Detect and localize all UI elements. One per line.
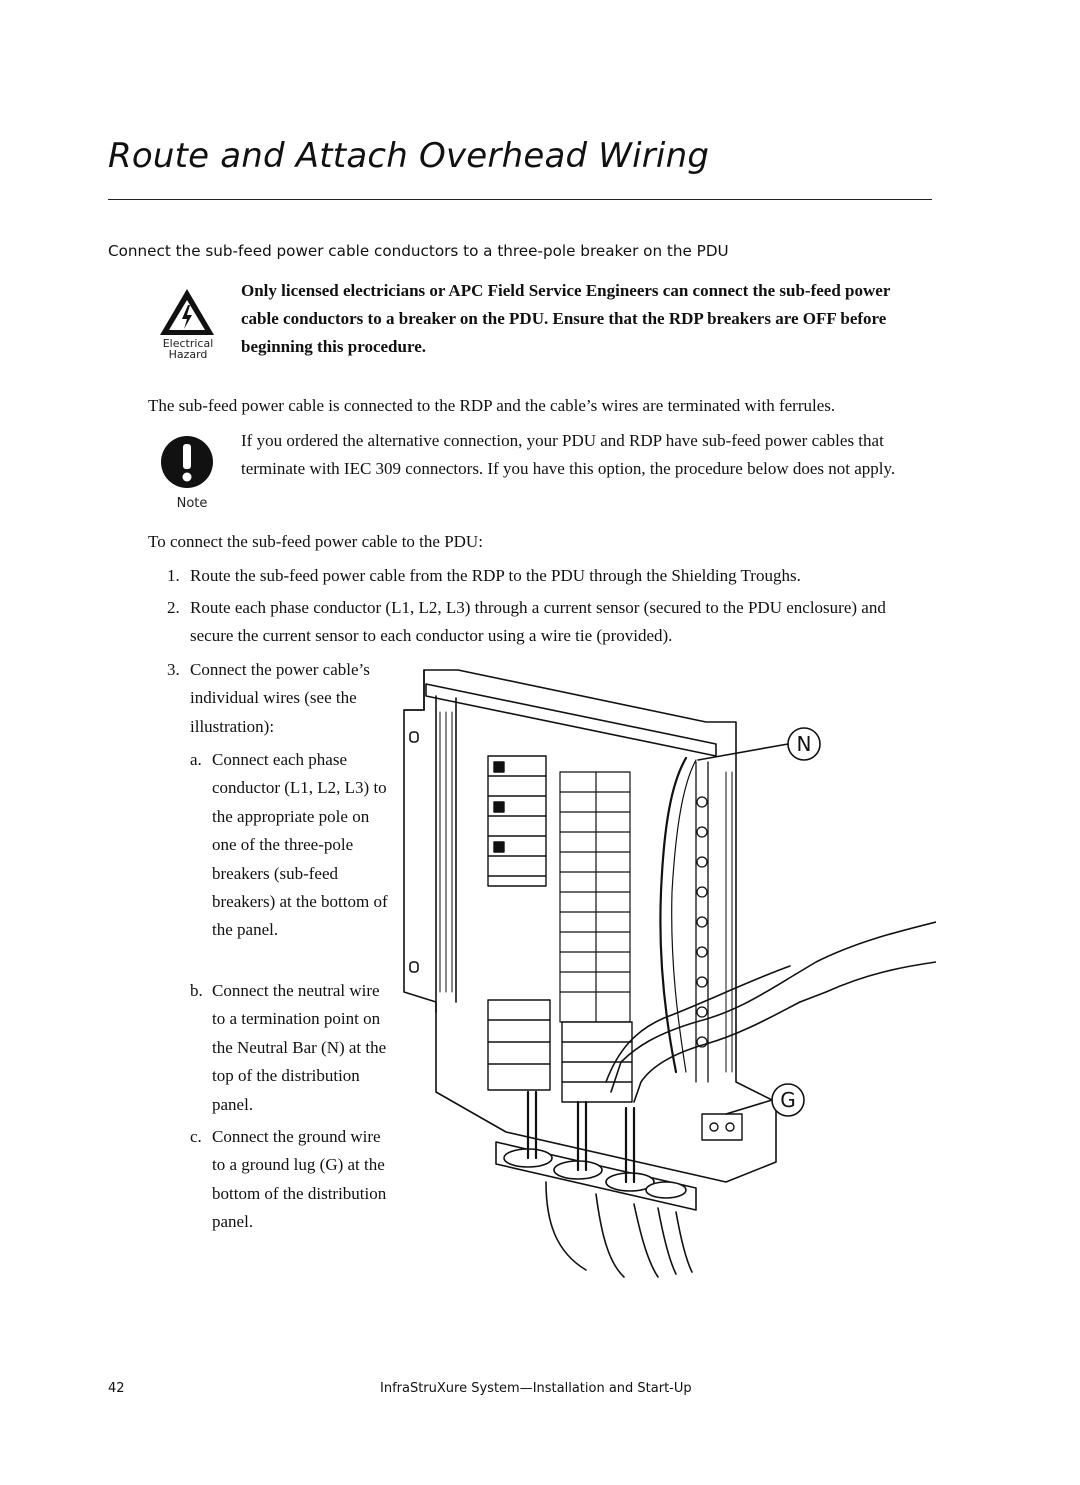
body-paragraph: The sub-feed power cable is connected to the RDP and the cable’s wires are terminated with ferrules.: [148, 396, 836, 415]
hazard-label: Electrical Hazard: [162, 337, 214, 361]
ground-callout-label: G: [780, 1088, 796, 1112]
exclamation-note-icon: [157, 432, 217, 492]
page-number: 42: [108, 1381, 125, 1396]
left-breaker-stack: [488, 756, 546, 886]
section-heading: Connect the sub-feed power cable conductors to a three-pole breaker on the PDU: [108, 242, 729, 260]
footer-title: InfraStruXure System—Installation and Start-Up: [380, 1381, 692, 1396]
title-divider: [108, 199, 932, 200]
note-label: Note: [176, 496, 208, 511]
note-text: If you ordered the alternative connection, your PDU and RDP have sub-feed power cables that terminate with IEC 309 connectors. If you have this option, the procedure below does not apply.: [241, 431, 896, 478]
center-breaker-stack: [560, 772, 630, 1022]
hazard-warning-text: Only licensed electricians or APC Field Service Engineers can connect the sub-feed power cable conductors to a breaker on the PDU. Ensure that the RDP breakers are OFF before beginning this procedure.: [241, 281, 891, 356]
sub-feed-breaker-left: [488, 1000, 550, 1090]
procedure-intro: To connect the sub-feed power cable to the PDU:: [148, 532, 483, 551]
distribution-panel-illustration: [396, 662, 936, 1282]
ground-lug: [702, 1114, 742, 1140]
electrical-hazard-icon: [157, 286, 217, 338]
neutral-callout-label: N: [796, 732, 812, 756]
page-title: Route and Attach Overhead Wiring: [108, 136, 710, 176]
